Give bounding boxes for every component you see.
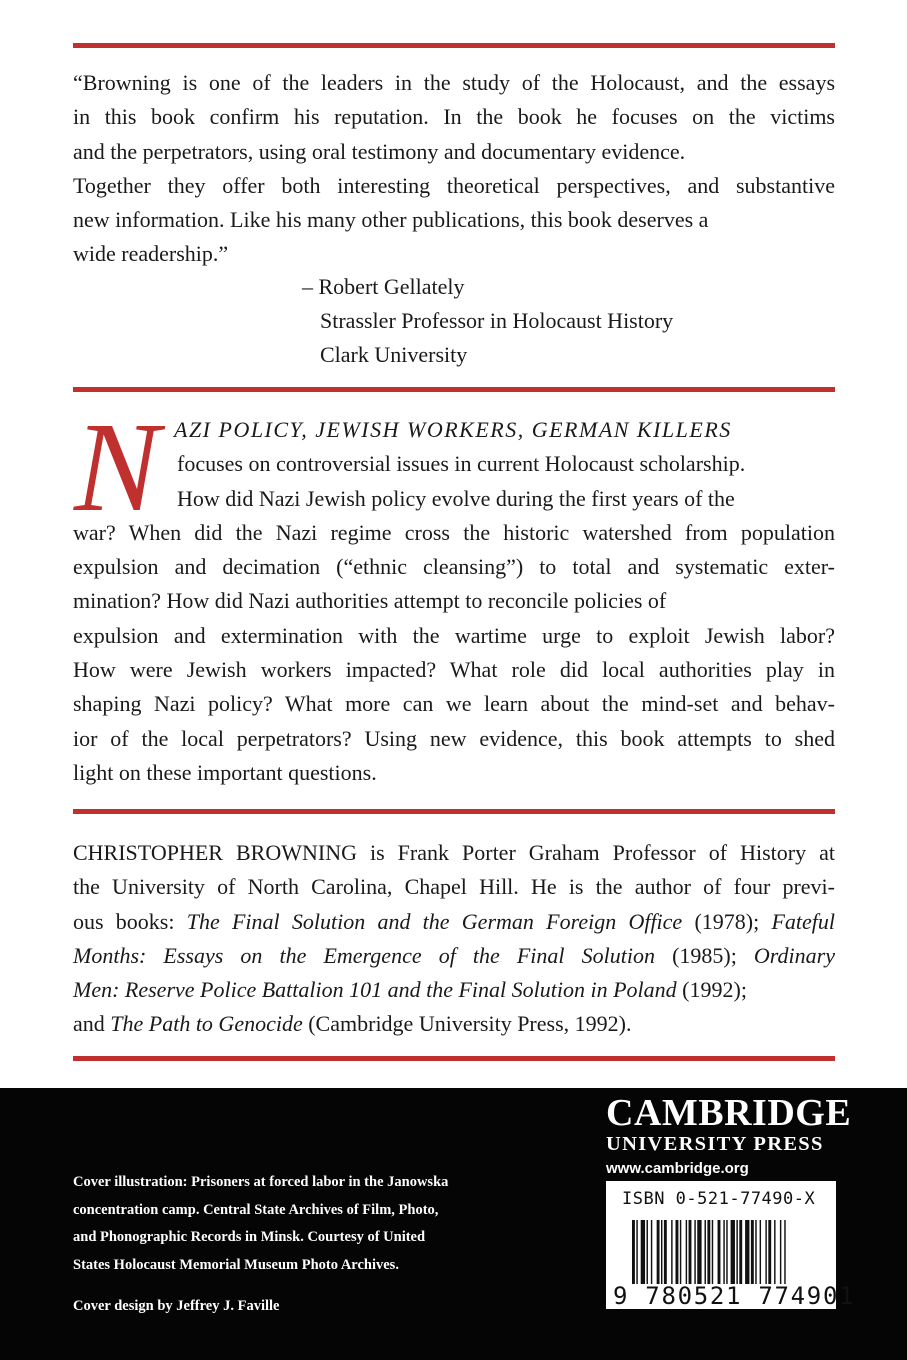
attribution-position: Strassler Professor in Holocaust History bbox=[320, 308, 674, 333]
bio-line: the University of North Carolina, Chapel Hill. He is the author of four previ- bbox=[73, 874, 835, 900]
barcode-bar bbox=[731, 1220, 735, 1284]
barcode-bar bbox=[736, 1220, 737, 1284]
isbn-text: ISBN 0-521-77490-X bbox=[622, 1189, 816, 1209]
barcode-bar bbox=[632, 1220, 635, 1284]
review-quote bbox=[73, 66, 835, 272]
barcode-bar bbox=[751, 1220, 754, 1284]
bio-line bbox=[73, 939, 835, 973]
barcode-bar bbox=[718, 1220, 721, 1284]
barcode-bar bbox=[780, 1220, 781, 1284]
ean-number: 9 780521 774901 bbox=[613, 1282, 856, 1310]
credit-line: concentration camp. Central State Archives of Film, Photo, bbox=[73, 1201, 439, 1218]
barcode-bar bbox=[641, 1220, 645, 1284]
barcode-bar bbox=[745, 1220, 749, 1284]
description-line: war? When did the Nazi regime cross the historic watershed from population bbox=[73, 519, 835, 545]
barcode-bar bbox=[671, 1220, 672, 1284]
barcode-bar bbox=[651, 1220, 652, 1284]
bio-line bbox=[73, 973, 835, 1007]
book-title-ref: The Final Solution and the German Foreign Office bbox=[186, 908, 683, 934]
bio-text: and bbox=[73, 1011, 111, 1037]
quote-line: new information. Like his many other publications, this book deserves a bbox=[73, 207, 709, 233]
barcode-bar bbox=[760, 1220, 761, 1284]
quote-line: Together they offer both interesting theoretical perspectives, and substantive bbox=[73, 172, 835, 198]
quote-line: and the perpetrators, using oral testimony and documentary evidence. bbox=[73, 138, 686, 164]
barcode-bar bbox=[680, 1220, 681, 1284]
barcode-bar bbox=[647, 1220, 648, 1284]
bio-text: (1978); bbox=[682, 908, 772, 934]
barcode-bar bbox=[664, 1220, 667, 1284]
drop-cap: N bbox=[74, 396, 160, 538]
section-rule bbox=[73, 387, 835, 392]
barcode-bar bbox=[661, 1220, 662, 1284]
description-line: ior of the local perpetrators? Using new evidence, this book attempts to shed bbox=[73, 725, 835, 751]
bio-line bbox=[73, 1007, 835, 1041]
credit-line: and Phonographic Records in Minsk. Courtesy of United bbox=[73, 1229, 426, 1245]
book-title-ref: Men: Reserve Police Battalion 101 and the Final Solution in Poland bbox=[73, 977, 677, 1003]
cover-design-credit: Cover design by Jeffrey J. Faville bbox=[73, 1298, 280, 1314]
publisher-logo bbox=[606, 1093, 851, 1182]
barcode-bar bbox=[707, 1220, 710, 1284]
barcode-bar bbox=[686, 1220, 687, 1284]
barcode-bar bbox=[726, 1220, 727, 1284]
description-line: light on these important questions. bbox=[73, 759, 377, 785]
barcode-bar bbox=[723, 1220, 724, 1284]
barcode-bar bbox=[768, 1220, 771, 1284]
description-line: focuses on controversial issues in current Holocaust scholarship. bbox=[177, 451, 746, 477]
description-line: mination? How did Nazi authorities attempt to reconcile policies of bbox=[73, 588, 667, 614]
barcode-bar bbox=[689, 1220, 692, 1284]
top-rule bbox=[73, 43, 835, 48]
bottom-rule bbox=[73, 1056, 835, 1061]
barcode-bar bbox=[774, 1220, 775, 1284]
description-line: expulsion and extermination with the wartime urge to exploit Jewish labor? bbox=[73, 622, 835, 648]
bio-line bbox=[73, 905, 835, 939]
barcode-bar bbox=[697, 1220, 701, 1284]
book-title-ref: Ordinary bbox=[753, 942, 835, 968]
bio-text: (1985); bbox=[654, 942, 754, 968]
description-line: How did Nazi Jewish policy evolve during the first years of the bbox=[177, 485, 735, 511]
bio-text: (1992); bbox=[676, 977, 747, 1003]
author-bio bbox=[73, 836, 835, 1042]
barcode-bar bbox=[636, 1220, 637, 1284]
quote-attribution bbox=[302, 270, 673, 372]
barcode-bar bbox=[784, 1220, 785, 1284]
barcode-bar bbox=[694, 1220, 695, 1284]
publisher-subname: UNIVERSITY PRESS bbox=[606, 1133, 824, 1155]
description-line: expulsion and decimation (“ethnic cleansing”) to total and systematic exter- bbox=[73, 554, 835, 580]
barcode-bar bbox=[755, 1220, 756, 1284]
barcode-bar bbox=[705, 1220, 706, 1284]
barcode-bar bbox=[676, 1220, 679, 1284]
section-rule bbox=[73, 809, 835, 814]
description-line: shaping Nazi policy? What more can we learn about the mind-set and behav- bbox=[73, 691, 835, 717]
quote-line: “Browning is one of the leaders in the study of the Holocaust, and the essays bbox=[73, 70, 835, 95]
barcode-bar bbox=[765, 1220, 766, 1284]
publisher-url: www.cambridge.org bbox=[606, 1160, 749, 1177]
credit-line: States Holocaust Memorial Museum Photo Archives. bbox=[73, 1256, 399, 1273]
quote-line: wide readership.” bbox=[73, 241, 229, 267]
barcode-bar bbox=[657, 1220, 660, 1284]
description-line: How were Jewish workers impacted? What role did local authorities play in bbox=[73, 657, 835, 683]
book-title-ref: Months: Essays on the Emergence of the Final Solution bbox=[73, 942, 655, 968]
book-description bbox=[73, 396, 835, 790]
barcode-bars bbox=[632, 1220, 828, 1284]
bio-line: CHRISTOPHER BROWNING is Frank Porter Graham Professor of History at bbox=[73, 840, 835, 865]
bio-text: ous books: bbox=[73, 908, 187, 934]
attribution-name: – Robert Gellately bbox=[302, 274, 465, 299]
quote-line: in this book confirm his reputation. In the book he focuses on the victims bbox=[73, 104, 835, 130]
attribution-institution: Clark University bbox=[320, 342, 468, 367]
credit-line: Cover illustration: Prisoners at forced labor in the Janowska bbox=[73, 1174, 449, 1190]
publisher-name: CAMBRIDGE bbox=[606, 1092, 852, 1134]
bio-text: (Cambridge University Press, 1992). bbox=[302, 1011, 632, 1037]
cover-illustration-credit bbox=[73, 1169, 448, 1279]
book-title: AZI POLICY, JEWISH WORKERS, GERMAN KILLERS bbox=[174, 417, 732, 442]
book-title-ref: Fateful bbox=[771, 908, 835, 934]
barcode-bar bbox=[712, 1220, 713, 1284]
barcode-bar bbox=[739, 1220, 742, 1284]
book-title-ref: The Path to Genocide bbox=[110, 1011, 303, 1037]
